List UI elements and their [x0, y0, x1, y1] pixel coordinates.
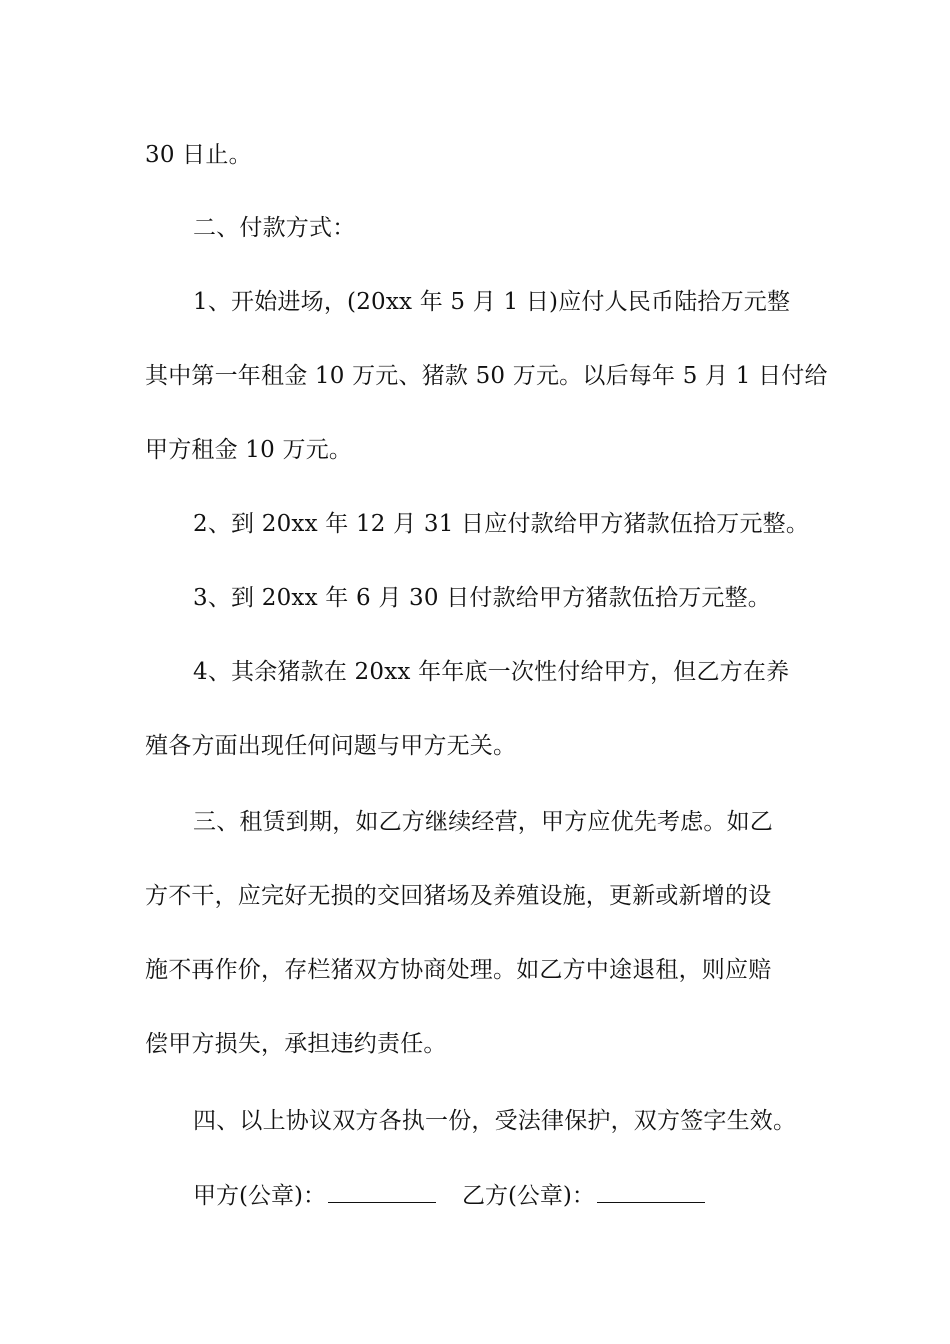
paragraph-line: 3、到 20xx 年 6 月 30 日付款给甲方猪款伍拾万元整。 [193, 585, 772, 611]
paragraph-line: 1、开始进场，(20xx 年 5 月 1 日)应付人民币陆拾万元整 [193, 289, 791, 315]
paragraph-line: 施不再作价，存栏猪双方协商处理。如乙方中途退租，则应赔 [145, 957, 772, 983]
paragraph-line: 方不干，应完好无损的交回猪场及养殖设施，更新或新增的设 [145, 883, 772, 909]
paragraph-line: 2、到 20xx 年 12 月 31 日应付款给甲方猪款伍拾万元整。 [193, 511, 810, 537]
party-a-signature-blank[interactable] [328, 1182, 436, 1203]
party-a-label: 甲方(公章)： [193, 1183, 326, 1209]
section-heading-payment: 二、付款方式： [193, 215, 356, 241]
section-heading-agreement: 四、以上协议双方各执一份，受法律保护，双方签字生效。 [193, 1108, 797, 1134]
section-heading-lease-expiry: 三、租赁到期，如乙方继续经营，甲方应优先考虑。如乙 [193, 809, 773, 835]
paragraph-line: 甲方租金 10 万元。 [145, 437, 353, 463]
paragraph-line: 4、其余猪款在 20xx 年年底一次性付给甲方，但乙方在养 [193, 659, 790, 685]
signature-row [193, 1181, 705, 1211]
paragraph-line: 30 日止。 [145, 142, 252, 168]
paragraph-line: 殖各方面出现任何问题与甲方无关。 [145, 733, 517, 759]
paragraph-line: 其中第一年租金 10 万元、猪款 50 万元。以后每年 5 月 1 日付给 [145, 363, 828, 389]
party-b-signature-blank[interactable] [597, 1182, 705, 1203]
paragraph-line: 偿甲方损失，承担违约责任。 [145, 1031, 447, 1057]
party-b-label: 乙方(公章)： [461, 1183, 595, 1209]
